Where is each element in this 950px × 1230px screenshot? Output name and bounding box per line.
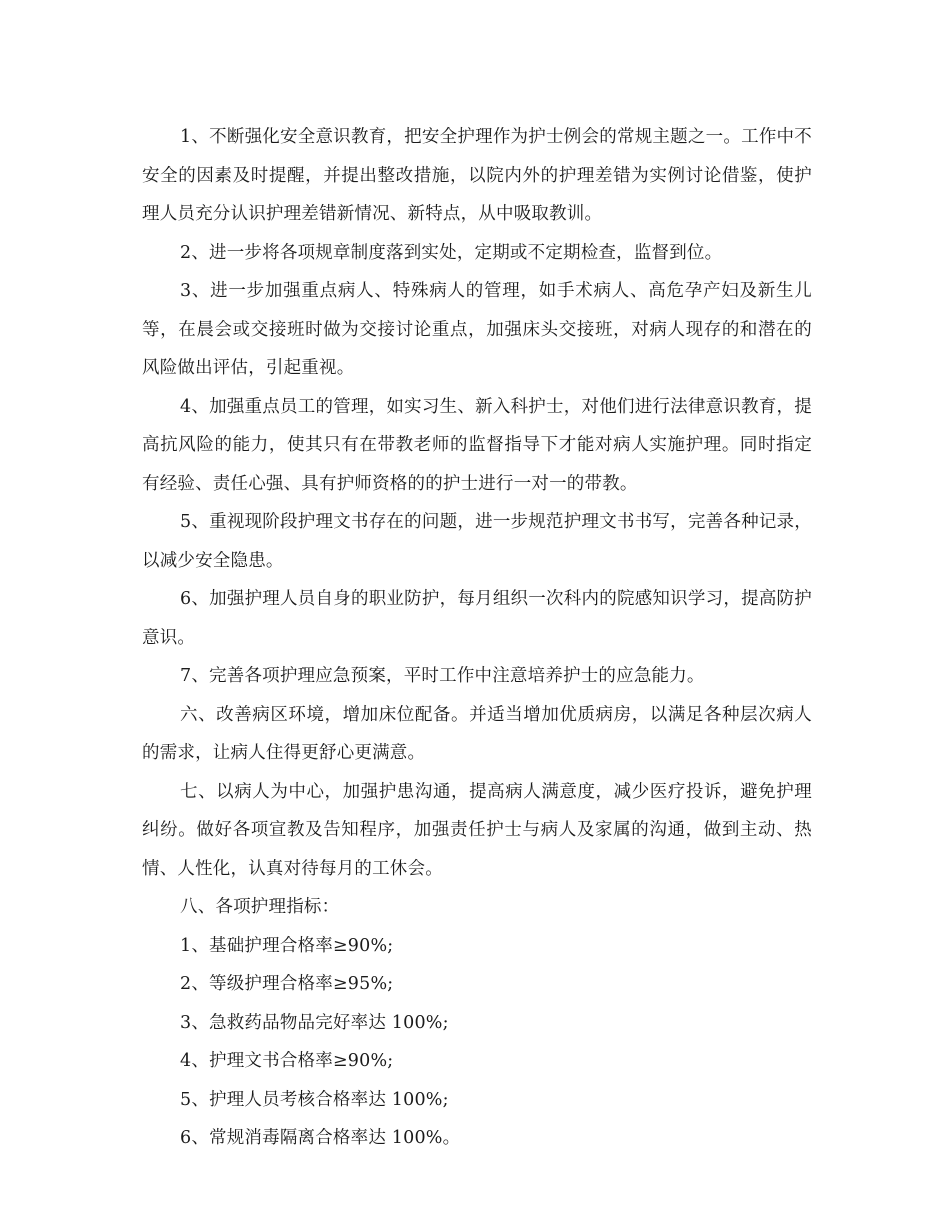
paragraph-item-4: 4、加强重点员工的管理，如实习生、新入科护士，对他们进行法律意识教育，提高抗风险的能力，使其只有在带教老师的监督指导下才能对病人实施护理。同时指定有经验、责任心强、具有护师资格的的护士进行一对一的带教。 [142,396,812,494]
indicator-item-6: 6、常规消毒隔离合格率达 100%。 [180,1128,461,1148]
indicator-item-1: 1、基础护理合格率≥90%; [180,935,394,956]
indicator-item-4: 4、护理文书合格率≥90%; [180,1051,394,1071]
paragraph-item-5: 5、重视现阶段护理文书存在的问题，进一步规范护理文书书写，完善各种记录，以减少安全隐患。 [142,512,812,571]
section-8-heading: 八、各项护理指标： [180,897,340,917]
paragraph-section-6: 六、改善病区环境，增加床位配备。并适当增加优质病房，以满足各种层次病人的需求，让病人住得更舒心更满意。 [142,704,812,763]
paragraph-item-3: 3、进一步加强重点病人、特殊病人的管理，如手术病人、高危孕产妇及新生儿等，在晨会或交接班时做为交接讨论重点，加强床头交接班，对病人现存的和潜在的风险做出评估，引起重视。 [142,281,812,378]
indicator-item-5: 5、护理人员考核合格率达 100%; [180,1089,449,1110]
paragraph-section-7: 七、以病人为中心，加强护患沟通，提高病人满意度，减少医疗投诉，避免护理纠纷。做好各项宣教及告知程序，加强责任护士与病人及家属的沟通，做到主动、热情、人性化，认真对待每月的工休会。 [142,781,812,879]
paragraph-item-1: 1、不断强化安全意识教育，把安全护理作为护士例会的常规主题之一。工作中不安全的因素及时提醒，并提出整改措施，以院内外的护理差错为实例讨论借鉴，使护理人员充分认识护理差错新情况、新特点，从中吸取教训。 [142,127,812,224]
indicator-item-2: 2、等级护理合格率≥95%; [180,974,394,994]
indicator-item-3: 3、急救药品物品完好率达 100%; [180,1012,449,1033]
document-body [142,118,812,1158]
paragraph-item-7: 7、完善各项护理应急预案，平时工作中注意培养护士的应急能力。 [180,666,705,686]
paragraph-item-2: 2、进一步将各项规章制度落到实处，定期或不定期检查，监督到位。 [180,242,723,263]
paragraph-item-6: 6、加强护理人员自身的职业防护，每月组织一次科内的院感知识学习，提高防护意识。 [142,589,812,648]
